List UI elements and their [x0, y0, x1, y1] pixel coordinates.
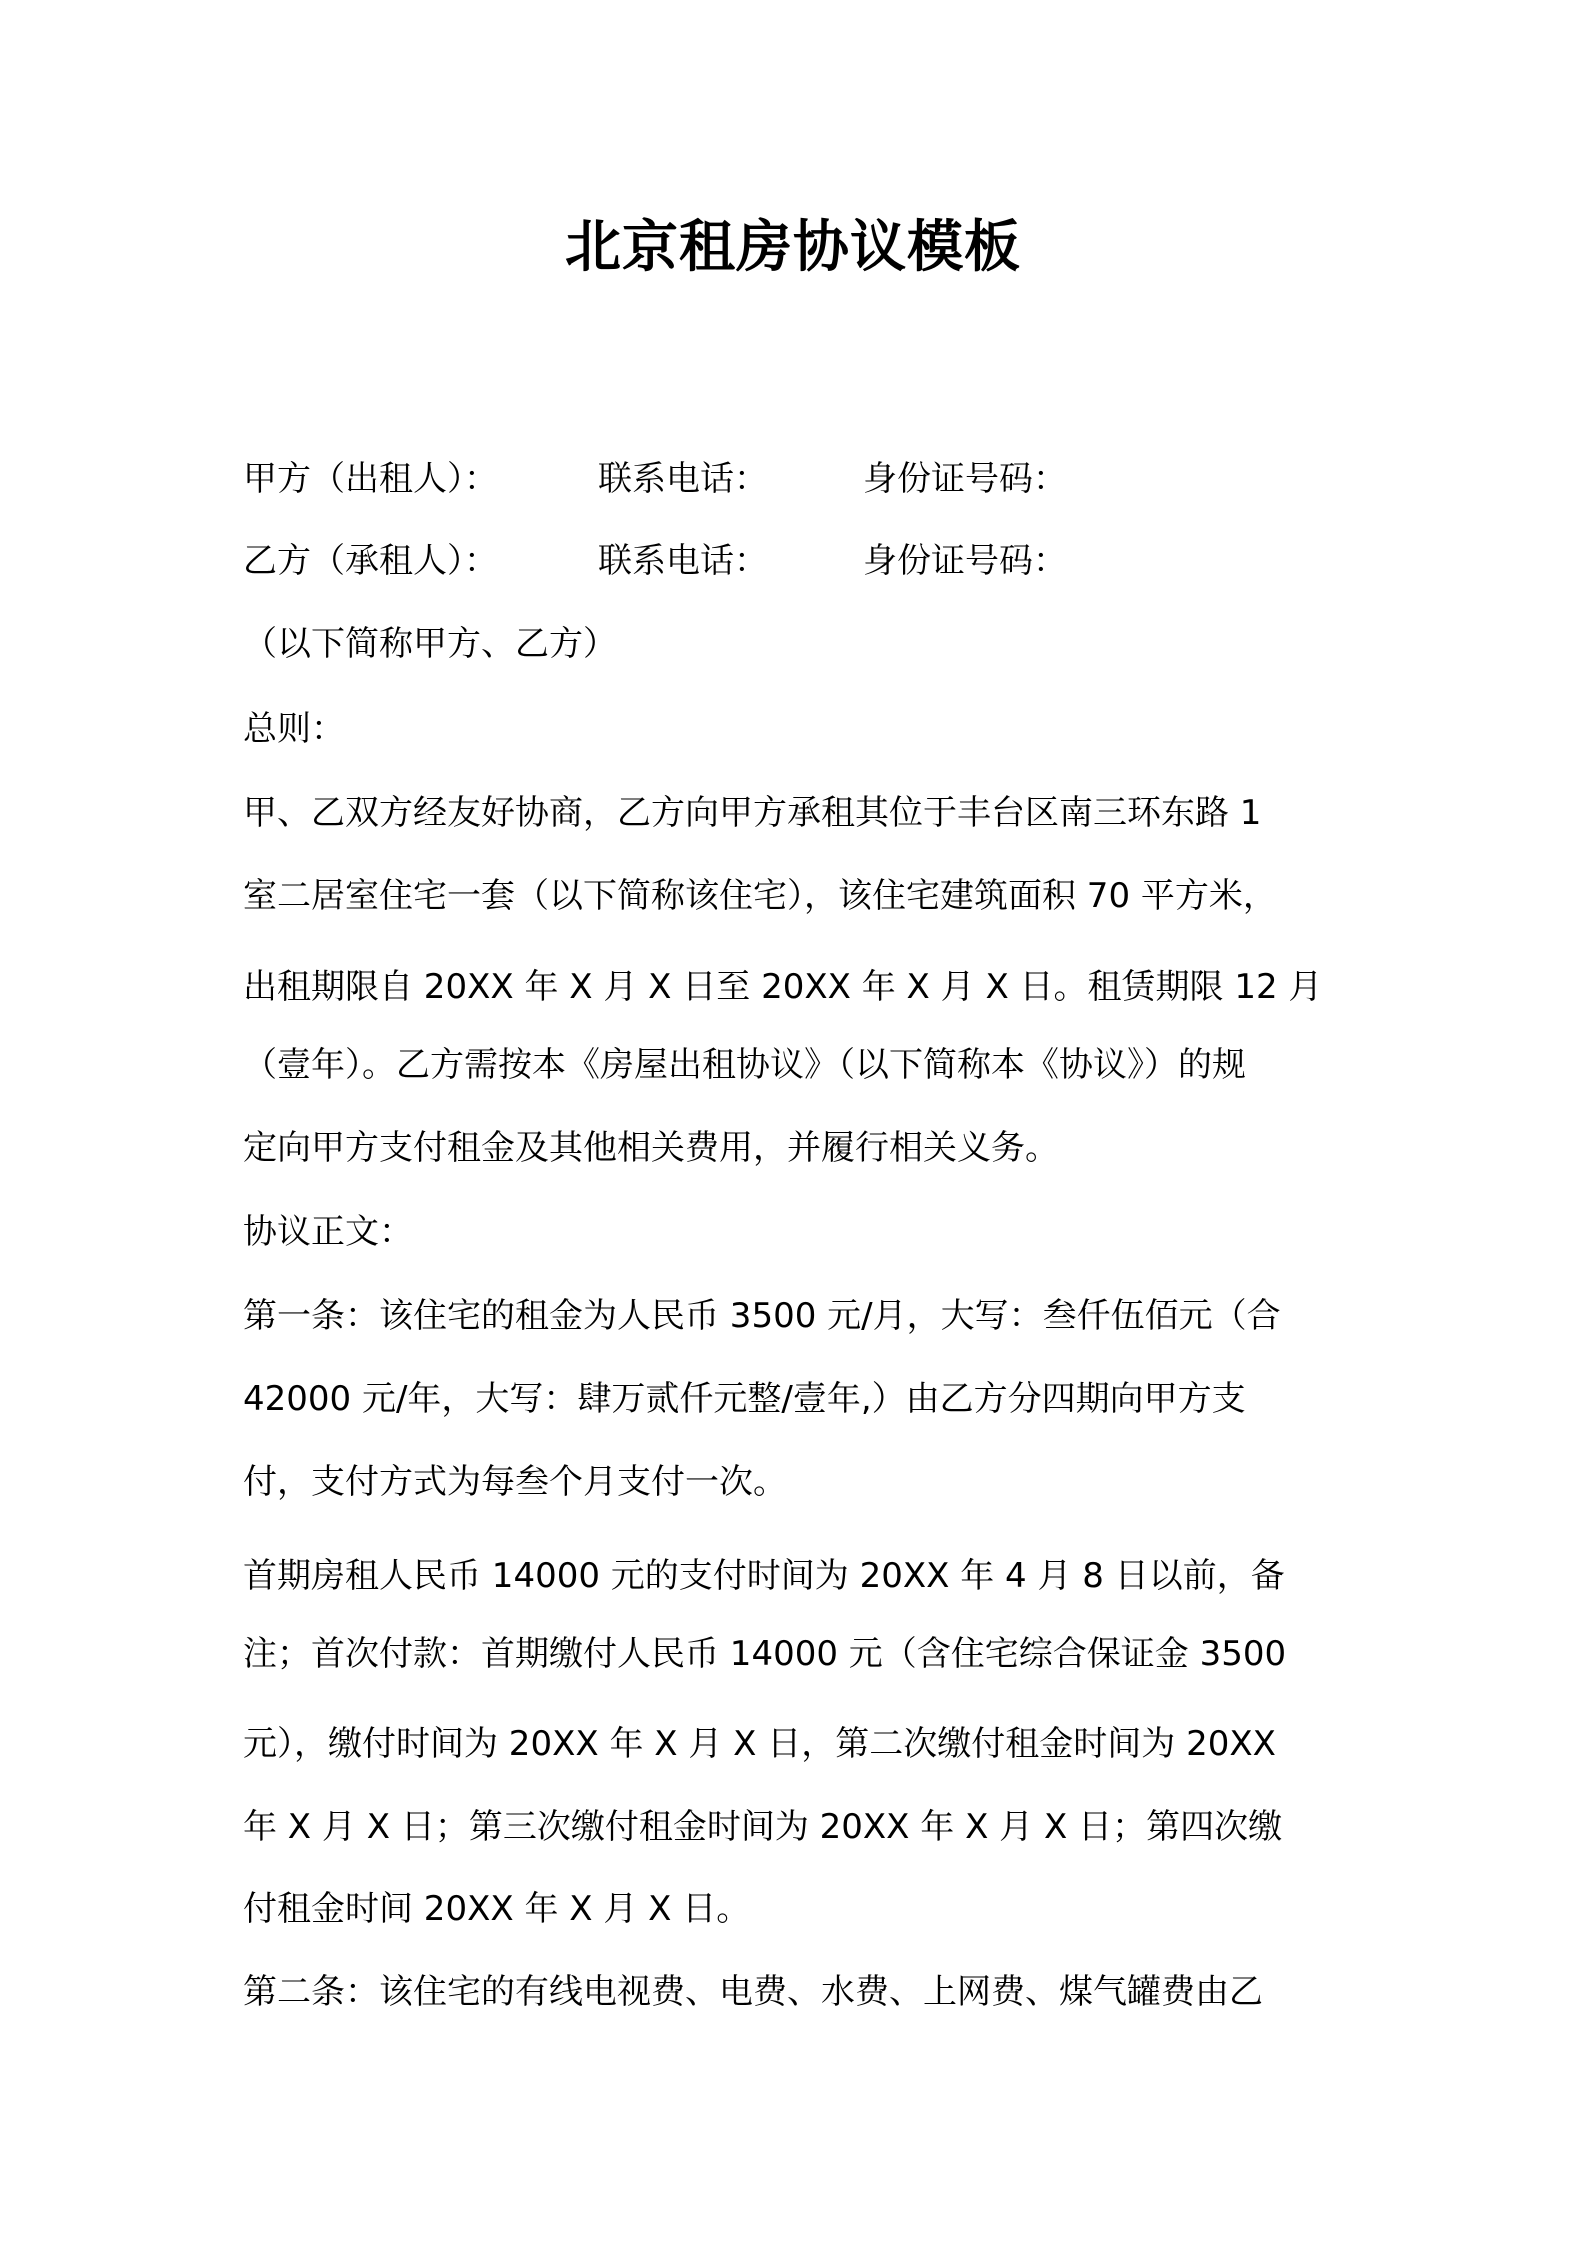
- body-line: 甲、乙双方经友好协商，乙方向甲方承租其位于丰台区南三环东路 1: [243, 793, 1262, 833]
- body-line: （壹年）。乙方需按本《房屋出租协议》（以下简称本《协议》）的规: [243, 1045, 1246, 1085]
- party-a-id-label: 身份证号码：: [863, 459, 1067, 499]
- document-title: 北京租房协议模板: [565, 215, 1021, 280]
- party-a-label: 甲方（出租人）：: [243, 459, 498, 499]
- article-line: 42000 元/年，大写：肆万贰仟元整/壹年,）由乙方分四期向甲方支: [243, 1379, 1246, 1419]
- party-b-label: 乙方（承租人）：: [243, 541, 498, 581]
- party-b-id-label: 身份证号码：: [863, 541, 1067, 581]
- party-a-phone-label: 联系电话：: [598, 459, 768, 499]
- payment-line: 注；首次付款：首期缴付人民币 14000 元（含住宅综合保证金 3500: [243, 1634, 1287, 1674]
- payment-line: 年 X 月 X 日；第三次缴付租金时间为 20XX 年 X 月 X 日；第四次缴: [243, 1807, 1283, 1847]
- party-b-phone-label: 联系电话：: [598, 541, 768, 581]
- party-b-row: [243, 538, 1358, 584]
- body-line: 出租期限自 20XX 年 X 月 X 日至 20XX 年 X 月 X 日。租赁期限 12 月: [243, 967, 1323, 1007]
- payment-line: 首期房租人民币 14000 元的支付时间为 20XX 年 4 月 8 日以前，备: [243, 1556, 1285, 1596]
- abbreviation-note: （以下简称甲方、乙方）: [243, 624, 617, 664]
- agreement-heading: 协议正文：: [243, 1212, 413, 1252]
- payment-line: 元），缴付时间为 20XX 年 X 月 X 日，第二次缴付租金时间为 20XX: [243, 1724, 1276, 1764]
- payment-line: 付租金时间 20XX 年 X 月 X 日。: [243, 1889, 751, 1929]
- general-heading: 总则：: [243, 709, 345, 749]
- body-line: 室二居室住宅一套（以下简称该住宅），该住宅建筑面积 70 平方米，: [243, 876, 1277, 916]
- body-line: 定向甲方支付租金及其他相关费用，并履行相关义务。: [243, 1128, 1059, 1168]
- party-a-row: [243, 456, 1358, 502]
- article-line: 付，支付方式为每叁个月支付一次。: [243, 1462, 787, 1502]
- article-line: 第一条：该住宅的租金为人民币 3500 元/月，大写：叁仟伍佰元（合: [243, 1296, 1281, 1336]
- article-line: 第二条：该住宅的有线电视费、电费、水费、上网费、煤气罐费由乙: [243, 1972, 1263, 2012]
